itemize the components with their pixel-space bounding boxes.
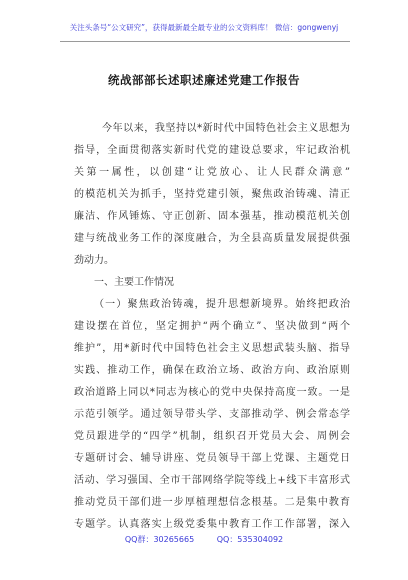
body-line: 实践、推动工作，确保在政治立场、政治方向、政治原则 — [74, 365, 350, 376]
body-line: 廉洁、作风锤炼、守正创新、固本强基，推动模范机关创 — [74, 211, 350, 222]
body-line: 建与统战业务工作的深度融合，为全县高质量发展提供强 — [74, 233, 350, 244]
document-body — [74, 118, 350, 536]
body-line: 政治道路上同以*同志为核心的党中央保持高度一致。一是 — [74, 387, 350, 398]
header-divider — [60, 41, 350, 42]
qq-group-label: QQ群：30265665 — [124, 535, 195, 544]
qq-number-label: QQ：535304092 — [216, 535, 284, 544]
body-line: 推动党员干部们进一步厚植理想信念根基。二是集中教育 — [74, 497, 350, 508]
header-banner: 关注头条号“公文研究”，获得最新最全最专业的公文资料库！ 微信：gongwenyj — [69, 23, 339, 32]
body-line: 党员跟进学的“四学”机制，组织召开党员大会、周例会 — [74, 431, 350, 442]
section-heading: 一、主要工作情况 — [94, 277, 174, 288]
footer-contact — [0, 534, 408, 545]
body-line: 的模范机关为抓手，坚持党建引领，聚焦政治铸魂、清正 — [74, 189, 350, 200]
body-line: 维护”，用*新时代中国特色社会主义思想武装头脑、指导 — [74, 343, 350, 354]
body-line: 今年以来，我坚持以*新时代中国特色社会主义思想为 — [102, 123, 350, 134]
body-line: 建设摆在首位，坚定拥护“两个确立”、坚决做到“两个 — [74, 321, 350, 332]
body-line: （一）聚焦政治铸魂，提升思想新境界。始终把政治 — [94, 299, 350, 310]
body-line: 指导，全面贯彻落实新时代党的建设总要求，牢记政治机 — [74, 145, 350, 156]
body-line: 专题研讨会、辅导讲座、党员领导干部上党课、主题党日 — [74, 453, 350, 464]
document-title: 统战部部长述职述廉述党建工作报告 — [108, 73, 300, 87]
body-line: 活动、学习强国、全市干部网络学院等线上+线下丰富形式 — [74, 475, 350, 486]
body-line: 示范引领学。通过领导带头学、支部推动学、例会常态学 — [74, 409, 350, 420]
body-line: 专题学。认真落实上级党委集中教育工作工作部署，深入 — [74, 519, 350, 530]
body-line: 关第一属性，以创建“让党放心、让人民群众满意” — [74, 167, 350, 178]
body-line: 劲动力。 — [74, 255, 114, 266]
